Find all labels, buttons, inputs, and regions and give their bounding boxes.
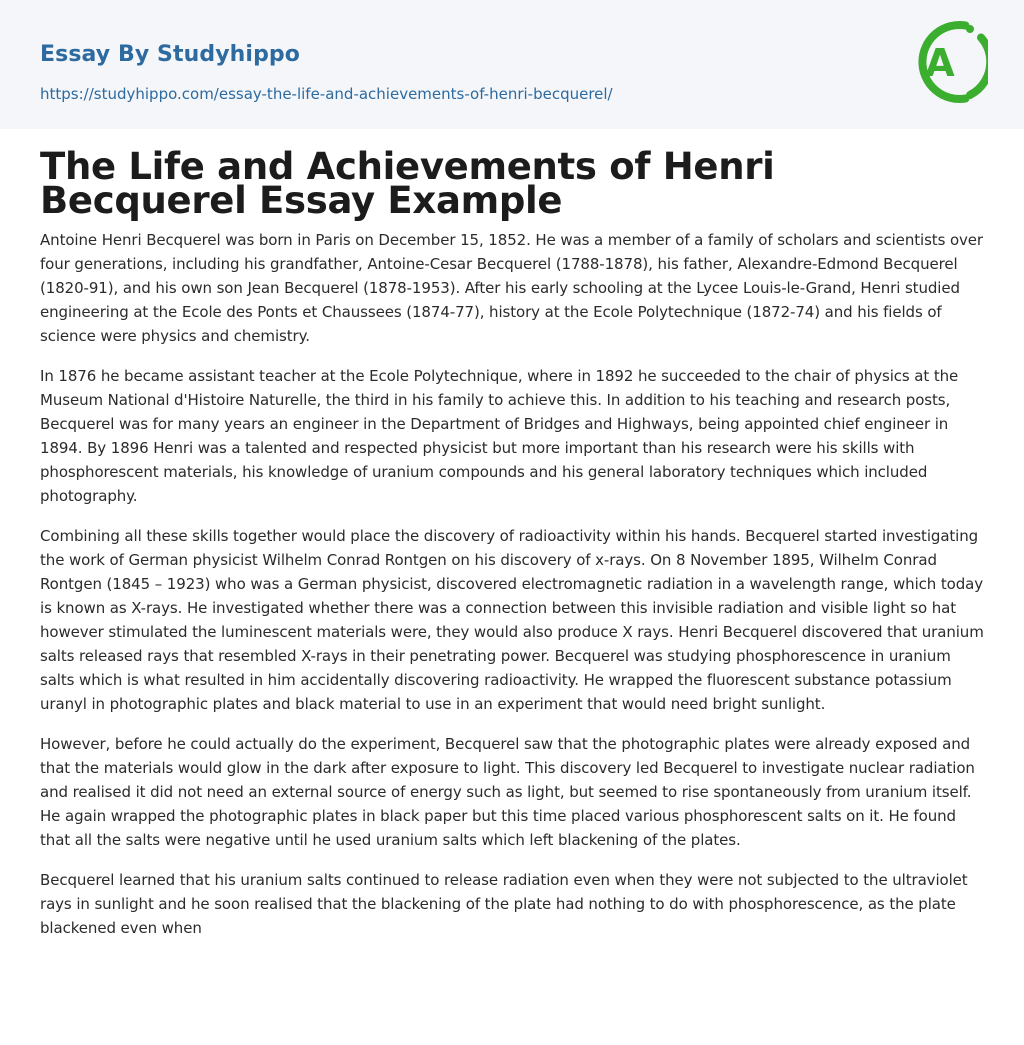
essay-paragraph: Antoine Henri Becquerel was born in Paris on December 15, 1852. He was a member of a family of scholars and scientists over four generations, including his grandfather, Antoine-Cesar Becquerel (1788-1878), his father, Alexandre-Edmond Becquerel (1820-91), and his own son Jean Becquerel (1878-1953). After his early schooling at the Lycee Louis-le-Grand, Henri studied engineering at the Ecole des Ponts et Chaussees (1874-77), history at the Ecole Polytechnique (1872-74) and his fields of science were physics and chemistry. <box>40 231 983 345</box>
logo-ring-right <box>970 29 988 95</box>
logo-dot <box>964 52 984 72</box>
site-brand[interactable]: Essay By Studyhippo <box>40 42 300 67</box>
essay-paragraph: Becquerel learned that his uranium salts continued to release radiation even when they were not subjected to the ultraviolet rays in sunlight and he soon realised that the blackening of the plate had nothing to do with phosphorescence, as the plate blackened even when <box>40 871 968 937</box>
logo-letter: A <box>925 41 955 85</box>
studyhippo-logo-icon[interactable] <box>912 19 988 105</box>
essay-paragraph: In 1876 he became assistant teacher at the Ecole Polytechnique, where in 1892 he succeeded to the chair of physics at the Museum National d'Histoire Naturelle, the third in his family to achieve this. In addition to his teaching and research posts, Becquerel was for many years an engineer in the Department of Bridges and Highways, being appointed chief engineer in 1894. By 1896 Henri was a talented and respected physicist but more important than his research were his skills with phosphorescent materials, his knowledge of uranium compounds and his general laboratory techniques which included photography. <box>40 367 959 505</box>
site-header <box>0 0 1024 129</box>
essay-paragraph: However, before he could actually do the experiment, Becquerel saw that the photographic plates were already exposed and that the materials would glow in the dark after exposure to light. This discovery led Becquerel to investigate nuclear radiation and realised it did not need an external source of energy such as light, but seemed to rise spontaneously from uranium itself. He again wrapped the photographic plates in black paper but this time placed various phosphorescent salts on it. He found that all the salts were negative until he used uranium salts which left blackening of the plates. <box>40 735 975 849</box>
article <box>40 145 984 956</box>
page-url-link[interactable]: https://studyhippo.com/essay-the-life-and-achievements-of-henri-becquerel/ <box>40 85 613 103</box>
essay-body <box>40 228 984 940</box>
article-title: The Life and Achievements of Henri Becquerel Essay Example <box>40 145 775 222</box>
essay-paragraph: Combining all these skills together would place the discovery of radioactivity within his hands. Becquerel started investigating the work of German physicist Wilhelm Conrad Rontgen on his discovery of x-rays. On 8 November 1895, Wilhelm Conrad Rontgen (1845 – 1923) who was a German physicist, discovered electromagnetic radiation in a wavelength range, which today is known as X-rays. He investigated whether there was a connection between this invisible radiation and visible light so hat however stimulated the luminescent materials were, they would also produce X rays. Henri Becquerel discovered that uranium salts released rays that resembled X-rays in their penetrating power. Becquerel was studying phosphorescence in uranium salts which is what resulted in him accidentally discovering radioactivity. He wrapped the fluorescent substance potassium uranyl in photographic plates and black material to use in an experiment that would need bright sunlight. <box>40 527 984 713</box>
